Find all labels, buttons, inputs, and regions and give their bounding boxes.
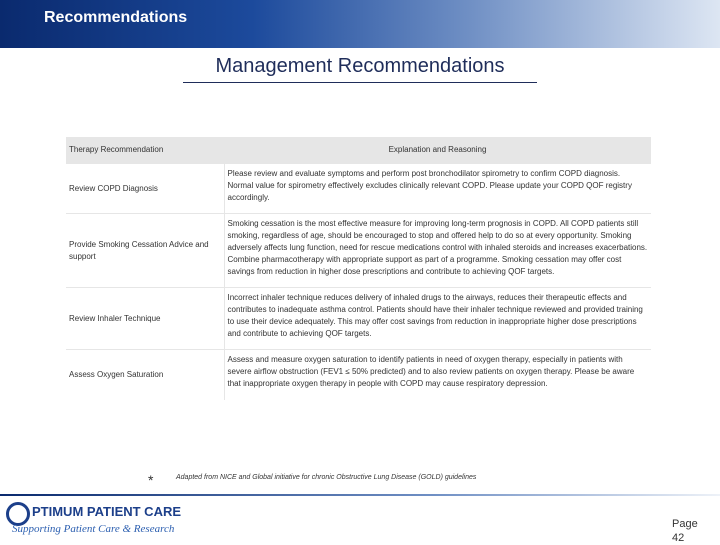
footnote-marker: * (148, 472, 154, 488)
page-title: Management Recommendations (215, 55, 505, 77)
table-row (66, 288, 651, 350)
explanation-cell: Assess and measure oxygen saturation to identify patients in need of oxygen therapy, especially in patients with severe airflow obstruction (FEV1 ≤ 50% predicted) and to also review patients on oxygen therapy. Please be aware that inappropriate oxygen therapy in people with COPD may cause respiratory depression. (224, 350, 651, 400)
explanation-cell: Please review and evaluate symptoms and perform post bronchodilator spirometry to confirm COPD diagnosis. Normal value for spirometry effectively excludes clinically relevant COPD. Please update your COPD QOF registry accordingly. (224, 164, 651, 214)
page-number: Page 42 (672, 518, 698, 544)
explanation-cell: Incorrect inhaler technique reduces delivery of inhaled drugs to the airways, reduces their therapeutic effects and contributes to inadequate asthma control. Patients should have their inhaler technique reviewed and provided training to use their device adequately. This may offer cost savings from reduction in inappropriate higher dose prescriptions and contribute to achieving QOF targets. (224, 288, 651, 350)
footnote-text: Adapted from NICE and Global initiative for chronic Obstructive Lung Disease (GOLD) guidelines (176, 474, 477, 481)
therapy-cell: Review Inhaler Technique (66, 288, 224, 350)
therapy-cell: Assess Oxygen Saturation (66, 350, 224, 400)
table-row (66, 350, 651, 400)
table-header-row (66, 137, 651, 164)
logo-tagline: Supporting Patient Care & Research (12, 523, 175, 535)
title-underline (183, 82, 537, 83)
explanation-cell: Smoking cessation is the most effective measure for improving long-term prognosis in COPD. All COPD patients still smoking, regardless of age, should be encouraged to stop and offered help to do so at every opportunity. Smoking adversely affects lung function, need for rescue medications control with inhaled steroids and increases exacerbations. Combine pharmacotherapy with appropriate support as part of a programme. Smoking cessation may offer cost savings from reduction in higher dose prescriptions and contribute to achieving QOF targets. (224, 214, 651, 288)
header-bar (0, 0, 720, 48)
column-header-therapy: Therapy Recommendation (66, 137, 224, 164)
footer-divider (0, 494, 720, 496)
optimum-patient-care-logo (6, 500, 186, 538)
therapy-cell: Review COPD Diagnosis (66, 164, 224, 214)
table-row (66, 164, 651, 214)
logo-name: PTIMUM PATIENT CARE (32, 504, 182, 519)
therapy-cell: Provide Smoking Cessation Advice and support (66, 214, 224, 288)
table-row (66, 214, 651, 288)
header-title: Recommendations (44, 9, 188, 26)
column-header-explanation: Explanation and Reasoning (224, 137, 651, 164)
recommendations-table (66, 137, 651, 400)
